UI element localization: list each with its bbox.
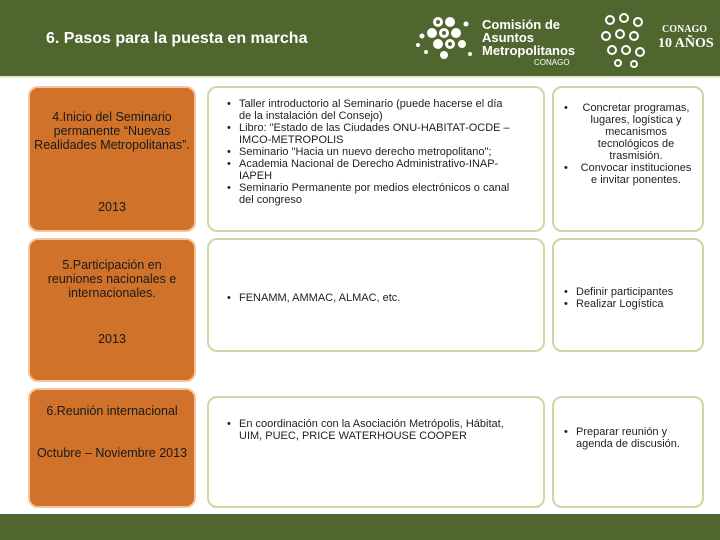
list-item: • Preparar reunión y agenda de discusión. [564, 426, 696, 450]
actions-card-5 [207, 238, 545, 352]
actions-card-6 [207, 396, 545, 508]
page-title: 6. Pasos para la puesta en marcha [46, 30, 308, 47]
list-item: • Convocar instituciones e invitar ponentes. [564, 162, 694, 186]
list-item: • Libro: "Estado de las Ciudades ONU-HABITAT-OCDE –IMCO-METROPOLIS [227, 122, 517, 146]
actions-list-5 [227, 292, 527, 304]
list-item: • Definir participantes [564, 286, 694, 298]
hexagon-cluster-icon [410, 12, 480, 68]
anniversary-label: 10 AÑOS [658, 36, 714, 51]
header-bar [0, 0, 720, 76]
list-item: • Realizar Logística [564, 298, 694, 310]
step-title-4: 4.Inicio del Seminario permanente “Nuevas Realidades Metropolitanas”. [34, 110, 190, 152]
actions-list-6 [227, 418, 517, 442]
step-date-6: Octubre – Noviembre 2013 [36, 446, 188, 460]
conago-label: CONAGO [662, 24, 707, 35]
header-divider [0, 76, 720, 78]
conago-10-anos-logo [598, 10, 716, 68]
next-steps-list-5 [564, 286, 694, 310]
next-steps-list-6 [564, 426, 696, 450]
list-item: • FENAMM, AMMAC, ALMAC, etc. [227, 292, 527, 304]
next-steps-card-4 [552, 86, 704, 232]
next-steps-card-5 [552, 238, 704, 352]
next-steps-card-6 [552, 396, 704, 508]
list-item: • Seminario "Hacia un nuevo derecho metropolitano"; [227, 146, 517, 158]
step-card-4 [28, 86, 196, 232]
step-title-5: 5.Participación en reuniones nacionales e internacionales. [47, 258, 177, 300]
list-item: • Academia Nacional de Derecho Administrativo-INAP-IAPEH [227, 158, 517, 182]
step-card-5 [28, 238, 196, 382]
actions-list-4 [227, 98, 517, 206]
next-steps-list-4 [564, 102, 694, 186]
comision-line-3: Metropolitanos [482, 43, 576, 58]
footer-bar [0, 514, 720, 540]
floral-pattern-icon [598, 10, 652, 68]
list-item: • Taller introductorio al Seminario (puede hacerse el día de la instalación del Consejo) [227, 98, 517, 122]
step-title-6: 6.Reunión internacional [46, 404, 178, 418]
actions-card-4 [207, 86, 545, 232]
list-item: • Concretar programas, lugares, logística y mecanismos tecnológicos de trasmisión. [564, 102, 694, 162]
list-item: • En coordinación con la Asociación Metrópolis, Hábitat, UIM, PUEC, PRICE WATERHOUSE COOPER [227, 418, 517, 442]
comision-line-1: Comisión de [482, 17, 561, 32]
step-date-4: 2013 [98, 200, 126, 214]
step-card-6 [28, 388, 196, 508]
step-date-5: 2013 [98, 332, 126, 346]
comision-sub: CONAGO [534, 58, 570, 67]
list-item: • Seminario Permanente por medios electrónicos o canal del congreso [227, 182, 517, 206]
comision-line-2: Asuntos [482, 30, 534, 45]
comision-logo [410, 12, 580, 68]
